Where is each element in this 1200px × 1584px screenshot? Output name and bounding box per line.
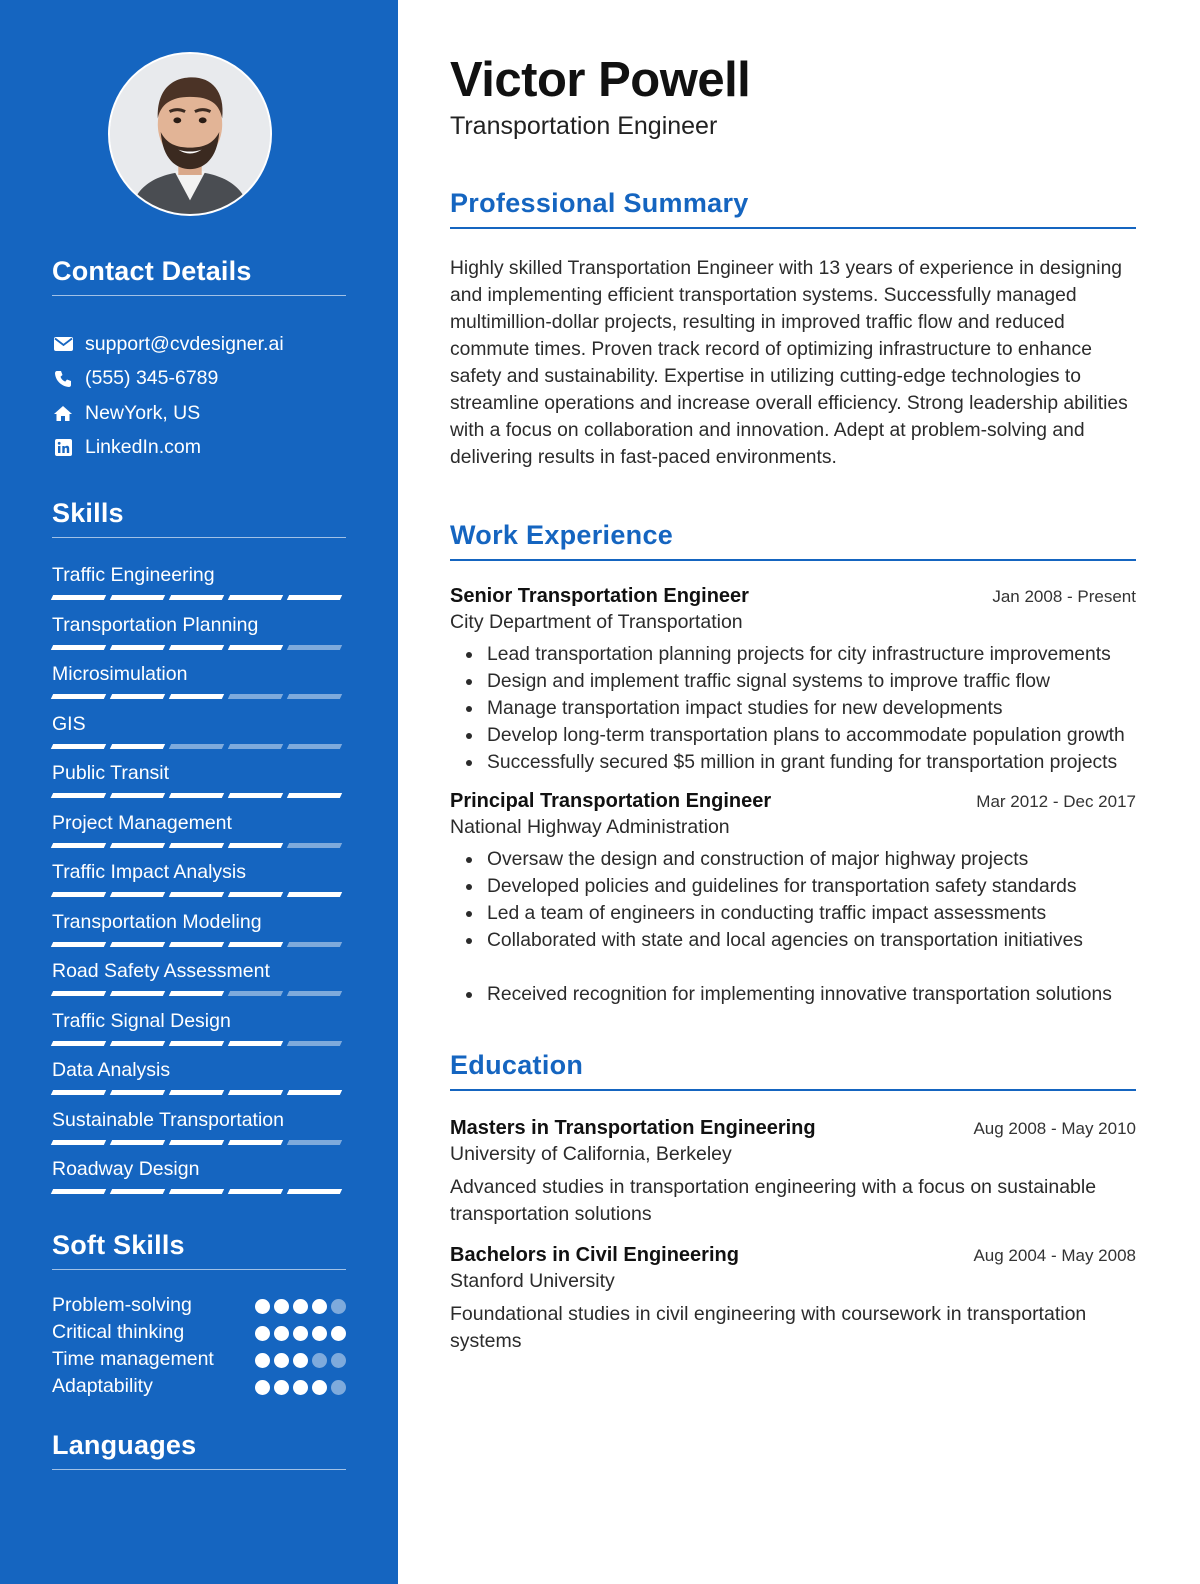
soft-skill-rating bbox=[255, 1380, 346, 1395]
skill-level-segment bbox=[51, 793, 106, 798]
education-entry bbox=[450, 1244, 1136, 1355]
skill-level-segment bbox=[228, 1041, 283, 1046]
skill-level-bar bbox=[52, 694, 346, 699]
skill-label: Transportation Modeling bbox=[52, 910, 262, 933]
skill-level-segment bbox=[51, 1041, 106, 1046]
skill-level-bar bbox=[52, 595, 346, 600]
contact-location-text: NewYork, US bbox=[85, 401, 201, 424]
avatar bbox=[108, 52, 272, 216]
skill-level-segment bbox=[51, 1090, 106, 1095]
skill-level-segment bbox=[110, 892, 165, 897]
skill-level-segment bbox=[51, 991, 106, 996]
skill-level-segment bbox=[287, 942, 342, 947]
job-organization: City Department of Transportation bbox=[450, 611, 743, 633]
skill-item bbox=[52, 957, 346, 1007]
education-list bbox=[450, 1117, 1136, 1355]
skill-label: Traffic Signal Design bbox=[52, 1009, 231, 1032]
phone-icon bbox=[52, 368, 74, 390]
education-header bbox=[450, 1117, 1136, 1140]
summary-heading: Professional Summary bbox=[450, 188, 1136, 229]
job-bullet: Successfully secured $5 million in grant funding for transportation projects bbox=[450, 749, 1136, 776]
skill-label: Traffic Engineering bbox=[52, 564, 215, 586]
education-description: Foundational studies in civil engineering with coursework in transportation systems bbox=[450, 1303, 1087, 1352]
skill-level-segment bbox=[169, 892, 224, 897]
rating-dot bbox=[255, 1380, 270, 1395]
skill-level-segment bbox=[287, 793, 342, 798]
main-content bbox=[450, 52, 1136, 1355]
skill-level-segment bbox=[110, 843, 165, 848]
rating-dot bbox=[331, 1380, 346, 1395]
education-degree: Masters in Transportation Engineering bbox=[450, 1117, 816, 1139]
rating-dot bbox=[293, 1326, 308, 1341]
rating-dot bbox=[255, 1299, 270, 1314]
job-date: Jan 2008 - Present bbox=[992, 587, 1136, 606]
skill-level-segment bbox=[169, 595, 224, 600]
skill-level-segment bbox=[169, 1140, 224, 1145]
work-list bbox=[450, 585, 1136, 1008]
education-header bbox=[450, 1244, 1136, 1267]
contact-list bbox=[52, 327, 346, 465]
rating-dot bbox=[312, 1380, 327, 1395]
skill-level-segment bbox=[51, 1189, 106, 1194]
skills-heading: Skills bbox=[52, 498, 346, 538]
skill-level-segment bbox=[110, 694, 165, 699]
skill-level-segment bbox=[110, 1189, 165, 1194]
job-title: Senior Transportation Engineer bbox=[450, 585, 749, 607]
skill-level-segment bbox=[169, 744, 224, 749]
skill-level-segment bbox=[110, 1140, 165, 1145]
job-bullet: Received recognition for implementing innovative transportation solutions bbox=[450, 981, 1136, 1008]
job-bullet: Develop long-term transportation plans to accommodate population growth bbox=[450, 722, 1136, 749]
skill-level-bar bbox=[52, 1041, 346, 1046]
skill-level-segment bbox=[169, 843, 224, 848]
education-school: Stanford University bbox=[450, 1270, 615, 1292]
skill-level-segment bbox=[287, 1041, 342, 1046]
skill-level-segment bbox=[228, 942, 283, 947]
skill-level-segment bbox=[228, 1189, 283, 1194]
rating-dot bbox=[331, 1353, 346, 1368]
skill-level-segment bbox=[110, 645, 165, 650]
skill-level-segment bbox=[228, 1090, 283, 1095]
skill-level-segment bbox=[169, 1090, 224, 1095]
skill-label: Project Management bbox=[52, 811, 232, 834]
skill-item bbox=[52, 809, 346, 859]
rating-dot bbox=[274, 1326, 289, 1341]
skill-level-segment bbox=[169, 793, 224, 798]
rating-dot bbox=[255, 1353, 270, 1368]
skill-item bbox=[52, 710, 346, 760]
skill-level-segment bbox=[169, 1189, 224, 1194]
skill-label: Public Transit bbox=[52, 762, 170, 784]
skill-level-bar bbox=[52, 843, 346, 848]
job-entry bbox=[450, 790, 1136, 1008]
rating-dot bbox=[312, 1353, 327, 1368]
skill-item bbox=[52, 1056, 346, 1106]
skill-level-segment bbox=[110, 1041, 165, 1046]
skill-level-segment bbox=[287, 1189, 342, 1194]
contact-phone-text: (555) 345-6789 bbox=[85, 367, 219, 390]
soft-skills-list bbox=[52, 1292, 346, 1400]
job-title: Principal Transportation Engineer bbox=[450, 790, 772, 812]
skills-list bbox=[52, 561, 346, 1205]
education-heading: Education bbox=[450, 1050, 1136, 1091]
profile-photo bbox=[110, 54, 270, 214]
work-heading: Work Experience bbox=[450, 520, 1136, 561]
soft-skill-label: Problem-solving bbox=[52, 1293, 192, 1316]
soft-skill-rating bbox=[255, 1299, 346, 1314]
soft-skill-item bbox=[52, 1346, 346, 1373]
soft-skill-rating bbox=[255, 1353, 346, 1368]
job-date: Mar 2012 - Dec 2017 bbox=[976, 792, 1136, 811]
skill-item bbox=[52, 660, 346, 710]
skill-item bbox=[52, 1007, 346, 1057]
skill-label: GIS bbox=[52, 712, 86, 735]
skill-level-segment bbox=[228, 793, 283, 798]
skill-level-segment bbox=[110, 744, 165, 749]
skill-level-bar bbox=[52, 892, 346, 897]
job-organization: National Highway Administration bbox=[450, 816, 730, 838]
skill-level-segment bbox=[169, 694, 224, 699]
skill-level-bar bbox=[52, 991, 346, 996]
skill-level-segment bbox=[287, 694, 342, 699]
rating-dot bbox=[331, 1326, 346, 1341]
soft-skill-item bbox=[52, 1292, 346, 1319]
skill-item bbox=[52, 1106, 346, 1156]
job-bullet: Developed policies and guidelines for transportation safety standards bbox=[450, 873, 1136, 900]
education-description: Advanced studies in transportation engineering with a focus on sustainable transportation solutions bbox=[450, 1176, 1097, 1225]
skill-level-segment bbox=[287, 991, 342, 996]
skill-item bbox=[52, 561, 346, 611]
skill-level-bar bbox=[52, 744, 346, 749]
skill-level-segment bbox=[287, 1140, 342, 1145]
skill-level-segment bbox=[228, 744, 283, 749]
skill-level-segment bbox=[228, 1140, 283, 1145]
rating-dot bbox=[255, 1326, 270, 1341]
skill-label: Sustainable Transportation bbox=[52, 1108, 284, 1131]
skill-item bbox=[52, 611, 346, 661]
job-bullet: Manage transportation impact studies for new developments bbox=[450, 695, 1136, 722]
skill-level-bar bbox=[52, 1090, 346, 1095]
rating-dot bbox=[312, 1326, 327, 1341]
skill-level-segment bbox=[110, 1090, 165, 1095]
job-bullets bbox=[450, 846, 1136, 1008]
home-icon bbox=[52, 402, 74, 424]
soft-skill-label: Time management bbox=[52, 1347, 214, 1370]
rating-dot bbox=[312, 1299, 327, 1314]
skill-label: Traffic Impact Analysis bbox=[52, 861, 246, 883]
skill-level-bar bbox=[52, 942, 346, 947]
skill-level-segment bbox=[228, 991, 283, 996]
rating-dot bbox=[274, 1353, 289, 1368]
skill-level-segment bbox=[110, 942, 165, 947]
envelope-icon bbox=[52, 333, 74, 355]
job-header bbox=[450, 585, 1136, 608]
job-bullet: Lead transportation planning projects for city infrastructure improvements bbox=[450, 641, 1136, 668]
soft-skill-label: Adaptability bbox=[52, 1374, 153, 1397]
contact-linkedin[interactable] bbox=[52, 431, 346, 466]
rating-dot bbox=[274, 1299, 289, 1314]
languages-heading: Languages bbox=[52, 1430, 346, 1470]
skill-label: Microsimulation bbox=[52, 663, 188, 685]
skill-level-segment bbox=[110, 793, 165, 798]
skill-label: Data Analysis bbox=[52, 1059, 171, 1081]
skill-level-segment bbox=[287, 843, 342, 848]
soft-skill-item bbox=[52, 1373, 346, 1400]
skill-level-segment bbox=[51, 892, 106, 897]
skill-level-segment bbox=[169, 1041, 224, 1046]
skill-level-segment bbox=[51, 595, 106, 600]
soft-skill-rating bbox=[255, 1326, 346, 1341]
contact-email-text: support@cvdesigner.ai bbox=[85, 332, 284, 355]
skill-level-bar bbox=[52, 793, 346, 798]
skill-item bbox=[52, 908, 346, 958]
skill-level-segment bbox=[51, 744, 106, 749]
job-bullets bbox=[450, 641, 1136, 776]
skill-level-segment bbox=[287, 892, 342, 897]
education-entry bbox=[450, 1117, 1136, 1228]
contact-email[interactable] bbox=[52, 327, 346, 362]
skill-level-segment bbox=[169, 645, 224, 650]
skill-level-bar bbox=[52, 1140, 346, 1145]
skill-item bbox=[52, 759, 346, 809]
skill-level-segment bbox=[287, 595, 342, 600]
skill-level-segment bbox=[51, 942, 106, 947]
skill-level-segment bbox=[287, 645, 342, 650]
sidebar bbox=[0, 0, 398, 1584]
rating-dot bbox=[293, 1353, 308, 1368]
skill-level-segment bbox=[287, 1090, 342, 1095]
skill-level-segment bbox=[169, 991, 224, 996]
education-date: Aug 2008 - May 2010 bbox=[973, 1119, 1136, 1138]
skill-level-segment bbox=[110, 595, 165, 600]
contact-phone[interactable] bbox=[52, 362, 346, 397]
candidate-role: Transportation Engineer bbox=[450, 112, 718, 140]
education-school: University of California, Berkeley bbox=[450, 1143, 732, 1165]
education-degree: Bachelors in Civil Engineering bbox=[450, 1244, 739, 1266]
rating-dot bbox=[331, 1299, 346, 1314]
skill-label: Road Safety Assessment bbox=[52, 960, 270, 982]
contact-location bbox=[52, 396, 346, 431]
skill-level-segment bbox=[228, 843, 283, 848]
skill-level-segment bbox=[287, 744, 342, 749]
rating-dot bbox=[274, 1380, 289, 1395]
education-date: Aug 2004 - May 2008 bbox=[973, 1246, 1136, 1265]
skill-item bbox=[52, 858, 346, 908]
skill-level-segment bbox=[51, 645, 106, 650]
skill-item bbox=[52, 1155, 346, 1205]
job-bullet: Oversaw the design and construction of major highway projects bbox=[450, 846, 1136, 873]
job-header bbox=[450, 790, 1136, 813]
soft-skill-item bbox=[52, 1319, 346, 1346]
job-bullet: Collaborated with state and local agencies on transportation initiatives bbox=[450, 927, 1136, 954]
candidate-name: Victor Powell bbox=[450, 53, 751, 107]
skill-level-segment bbox=[51, 1140, 106, 1145]
job-entry bbox=[450, 585, 1136, 776]
linkedin-icon bbox=[52, 437, 74, 459]
rating-dot bbox=[293, 1299, 308, 1314]
job-bullet: Design and implement traffic signal systems to improve traffic flow bbox=[450, 668, 1136, 695]
skill-level-segment bbox=[228, 595, 283, 600]
skill-label: Transportation Planning bbox=[52, 613, 259, 636]
skill-level-segment bbox=[110, 991, 165, 996]
summary-text: Highly skilled Transportation Engineer with 13 years of experience in designing and implementing efficient transportation systems. Successfully managed multimillion-dollar projects, resulting in improved traffic flow and reduced commute times. Proven track record of optimizing infrastructure to enhance safety and sustainability. Expertise in utilizing cutting-edge technologies to streamline operations and increase overall efficiency. Strong leadership abilities with a focus on collaboration and innovation. Adept at problem-solving and delivering results in fast-paced environments. bbox=[450, 258, 1128, 468]
contact-linkedin-text: LinkedIn.com bbox=[85, 436, 201, 459]
rating-dot bbox=[293, 1380, 308, 1395]
contact-heading: Contact Details bbox=[52, 256, 346, 296]
skill-level-segment bbox=[228, 645, 283, 650]
skill-level-segment bbox=[169, 942, 224, 947]
skill-level-bar bbox=[52, 645, 346, 650]
soft-skill-label: Critical thinking bbox=[52, 1320, 185, 1343]
skill-level-segment bbox=[51, 694, 106, 699]
skill-level-segment bbox=[228, 892, 283, 897]
skill-level-segment bbox=[228, 694, 283, 699]
job-bullet: Led a team of engineers in conducting traffic impact assessments bbox=[450, 900, 1136, 927]
skill-level-segment bbox=[51, 843, 106, 848]
skill-label: Roadway Design bbox=[52, 1158, 200, 1180]
soft-skills-heading: Soft Skills bbox=[52, 1230, 346, 1270]
skill-level-bar bbox=[52, 1189, 346, 1194]
